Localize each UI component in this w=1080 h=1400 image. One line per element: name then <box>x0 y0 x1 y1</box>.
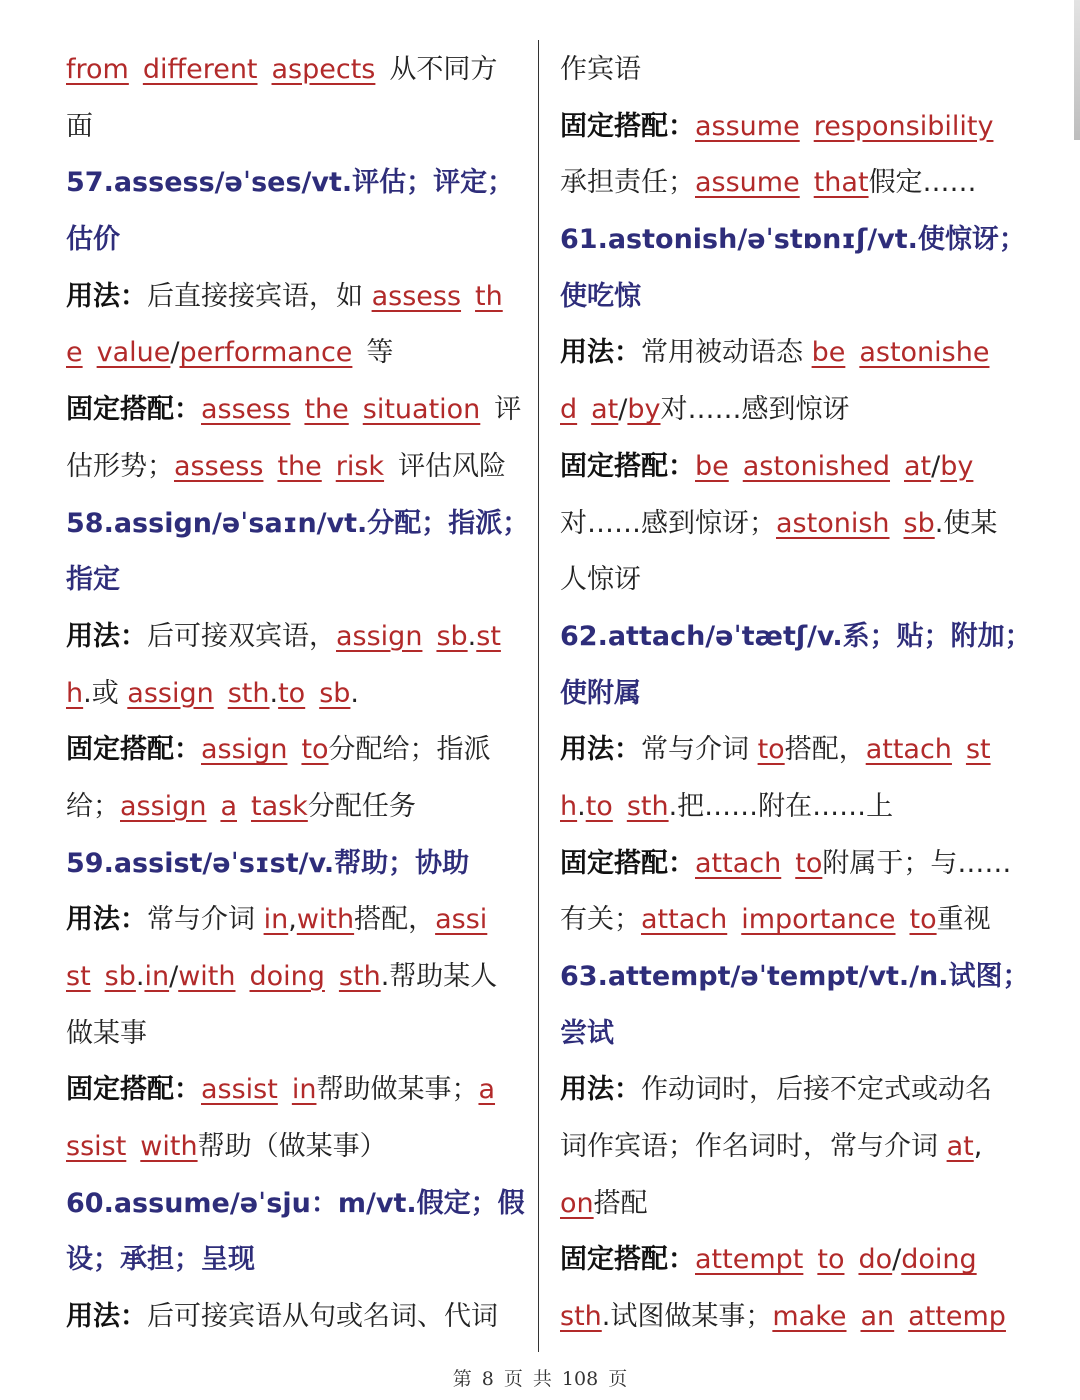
body-text: / <box>618 394 628 426</box>
underlined-term: attach <box>695 847 782 879</box>
section-label: 固定搭配： <box>560 1244 695 1276</box>
footer-page-unit: 页 <box>503 1368 523 1390</box>
underlined-term: the <box>277 450 322 482</box>
text-line <box>66 552 526 609</box>
underlined-term: st <box>476 620 501 652</box>
body-text: / <box>170 337 180 369</box>
text-line <box>66 1232 526 1289</box>
text-line <box>66 155 526 212</box>
body-text: .帮助某人 <box>380 961 498 992</box>
underlined-term: astonishe <box>859 337 990 369</box>
text-line <box>560 42 1020 99</box>
text-line <box>560 552 1020 609</box>
text-line <box>66 836 526 893</box>
underlined-term: doing <box>249 961 325 992</box>
body-text: 词作宾语；作名词时，常与介词 <box>560 1131 947 1163</box>
underlined-term: sth <box>338 961 381 992</box>
body-text: .试图做某事； <box>601 1301 773 1333</box>
underlined-term: risk <box>335 450 385 482</box>
body-text: 常与介词 <box>641 734 758 766</box>
body-text: 重视 <box>936 904 991 936</box>
text-line <box>560 99 1020 156</box>
text-line <box>560 269 1020 326</box>
body-text: 人惊讶 <box>560 564 641 596</box>
body-text: 后可接宾语从句或名词、代词 <box>147 1301 498 1333</box>
text-line <box>66 42 526 99</box>
underlined-term: assess <box>201 394 291 426</box>
text-line <box>560 892 1020 949</box>
entry-heading: 指定 <box>66 564 120 596</box>
body-text: 评估风险 <box>398 450 507 482</box>
text-line <box>66 1062 526 1119</box>
underlined-term: assi <box>435 904 488 936</box>
section-label: 用法： <box>66 1301 147 1333</box>
entry-heading: 使吃惊 <box>560 280 641 312</box>
text-line <box>66 779 526 836</box>
body-text: 附属于；与…… <box>822 847 1012 879</box>
body-text: 评 <box>494 394 522 426</box>
underlined-term: sb <box>319 677 351 709</box>
text-line <box>560 496 1020 553</box>
body-text: 从不同方 <box>389 54 498 85</box>
entry-heading: 61.astonish/əˈstɒnɪʃ/vt.使惊讶； <box>560 224 1026 256</box>
underlined-term: sth <box>626 790 669 822</box>
underlined-term: assist <box>201 1074 278 1106</box>
body-text: . <box>577 790 586 822</box>
text-line <box>66 949 526 1006</box>
text-line <box>66 666 526 723</box>
underlined-term: st <box>965 734 991 766</box>
body-text: 对……感到惊讶； <box>560 507 776 539</box>
text-line <box>560 1289 1020 1346</box>
body-text: 搭配， <box>354 904 436 936</box>
section-label: 用法： <box>560 337 641 369</box>
text-line <box>560 949 1030 1006</box>
underlined-term: to <box>757 734 785 766</box>
underlined-term: in <box>144 961 170 992</box>
underlined-term: to <box>301 734 329 766</box>
underlined-term: assume <box>695 167 800 199</box>
underlined-term: to <box>278 677 306 709</box>
underlined-term: sb <box>104 961 136 992</box>
underlined-term: with <box>140 1131 198 1163</box>
underlined-term: assess <box>174 450 264 482</box>
underlined-term: attemp <box>908 1301 1006 1333</box>
footer-prefix: 第 <box>452 1368 472 1390</box>
underlined-term: on <box>560 1187 594 1219</box>
text-line <box>66 212 526 269</box>
underlined-term: a <box>220 790 237 822</box>
right-column <box>560 42 1032 1346</box>
body-text: 做某事 <box>66 1017 147 1049</box>
underlined-term: by <box>940 450 974 482</box>
body-text: / <box>892 1244 902 1276</box>
body-text: 估形势； <box>66 450 174 482</box>
body-text: .把……附在……上 <box>668 790 894 822</box>
underlined-term: value <box>96 337 171 369</box>
body-text: 后直接接宾语，如 <box>147 280 372 312</box>
text-line <box>66 325 526 382</box>
body-text: 搭配， <box>784 734 866 766</box>
underlined-term: sth <box>227 677 270 709</box>
underlined-term: to <box>817 1244 845 1276</box>
section-label: 固定搭配： <box>66 394 201 426</box>
body-text: 面 <box>66 110 93 142</box>
body-text: 有关； <box>560 904 641 936</box>
body-text: 常与介词 <box>147 904 264 936</box>
body-text: .使某 <box>934 507 998 539</box>
text-line <box>66 722 526 779</box>
underlined-term: st <box>66 961 91 992</box>
text-line <box>66 382 526 439</box>
body-text: . <box>350 677 360 709</box>
body-text: 等 <box>366 337 394 369</box>
underlined-term: assign <box>201 734 288 766</box>
entry-heading: 设；承担；呈现 <box>66 1244 255 1276</box>
underlined-term: astonished <box>742 450 891 482</box>
text-line <box>560 666 1020 723</box>
underlined-term: sb <box>903 507 935 539</box>
underlined-term: astonish <box>776 507 890 539</box>
text-line <box>66 1119 526 1176</box>
text-line <box>560 212 1026 269</box>
body-text: 后可接双宾语， <box>147 620 336 652</box>
text-line <box>560 155 1020 212</box>
body-text: , <box>973 1131 983 1163</box>
underlined-term: assign <box>336 620 423 652</box>
body-text: 帮助（做某事） <box>197 1131 387 1163</box>
text-line <box>560 722 1020 779</box>
footer-total-unit: 页 <box>608 1368 628 1390</box>
underlined-term: different <box>142 54 258 85</box>
text-line <box>66 609 526 666</box>
underlined-term: h <box>66 677 84 709</box>
body-text: 分配给；指派 <box>328 734 491 766</box>
underlined-term: sb <box>436 620 468 652</box>
entry-heading: 估价 <box>66 224 120 256</box>
underlined-term: to <box>795 847 823 879</box>
text-line <box>560 1176 1020 1233</box>
body-text: . <box>467 620 477 652</box>
underlined-term: the <box>304 394 349 426</box>
text-line <box>560 1119 1020 1176</box>
column-divider <box>538 40 539 1352</box>
section-label: 固定搭配： <box>66 1074 201 1106</box>
underlined-term: ssist <box>66 1131 127 1163</box>
body-text: 作宾语 <box>560 54 641 85</box>
underlined-term: at <box>591 394 619 426</box>
section-label: 固定搭配： <box>560 847 695 879</box>
underlined-term: performance <box>179 337 353 369</box>
body-text: / <box>169 961 179 992</box>
text-line <box>560 609 1032 666</box>
underlined-term: be <box>695 450 729 482</box>
text-line <box>66 269 526 326</box>
underlined-term: do <box>858 1244 893 1276</box>
body-text: . <box>135 961 145 992</box>
section-label: 固定搭配： <box>560 110 695 142</box>
underlined-term: attach <box>865 734 952 766</box>
body-text: 给； <box>66 790 120 822</box>
underlined-term: in <box>291 1074 317 1106</box>
scrollbar-thumb[interactable] <box>1074 0 1080 140</box>
text-line <box>560 325 1020 382</box>
underlined-term: to <box>909 904 937 936</box>
underlined-term: make <box>772 1301 847 1333</box>
text-line <box>560 779 1020 836</box>
underlined-term: responsibility <box>813 110 994 142</box>
text-line <box>66 892 526 949</box>
body-text: 假定…… <box>868 167 977 199</box>
body-text: 帮助做某事； <box>316 1074 479 1106</box>
page-footer <box>0 1364 1080 1391</box>
underlined-term: with <box>178 961 236 992</box>
underlined-term: assess <box>371 280 462 312</box>
section-label: 固定搭配： <box>560 450 695 482</box>
page-number: 8 <box>481 1368 494 1390</box>
entry-heading: 60.assume/əˈsju：m/vt.假定；假 <box>66 1187 525 1219</box>
entry-heading: 57.assess/əˈses/vt.评估；评定； <box>66 167 515 199</box>
underlined-term: aspects <box>271 54 376 85</box>
entry-heading: 尝试 <box>560 1017 614 1049</box>
entry-heading: 62.attach/əˈtætʃ/v.系；贴；附加； <box>560 620 1032 652</box>
body-text: / <box>931 450 941 482</box>
footer-total-prefix: 共 <box>532 1368 552 1390</box>
underlined-term: at <box>946 1131 974 1163</box>
body-text: .或 <box>83 677 128 709</box>
underlined-term: with <box>296 904 355 936</box>
section-label: 用法： <box>560 734 641 766</box>
underlined-term: assume <box>695 110 800 142</box>
underlined-term: importance <box>741 904 896 936</box>
underlined-term: e <box>66 337 83 369</box>
text-line <box>560 1232 1020 1289</box>
underlined-term: by <box>627 394 661 426</box>
text-line <box>560 1062 1020 1119</box>
body-text: , <box>288 904 297 936</box>
underlined-term: in <box>263 904 289 936</box>
body-text: 搭配 <box>593 1187 648 1219</box>
text-line <box>66 439 526 496</box>
entry-heading: 58.assign/əˈsaɪn/vt.分配；指派； <box>66 507 530 539</box>
body-text: 对……感到惊讶 <box>660 394 850 426</box>
section-label: 用法： <box>66 280 147 312</box>
underlined-term: a <box>478 1074 496 1106</box>
underlined-term: to <box>585 790 613 822</box>
section-label: 用法： <box>560 1074 641 1106</box>
body-text: 作动词时，后接不定式或动名 <box>641 1074 992 1106</box>
entry-heading: 63.attempt/əˈtempt/vt./n.试图； <box>560 961 1030 992</box>
text-line <box>66 1289 526 1346</box>
underlined-term: h <box>560 790 578 822</box>
total-pages: 108 <box>561 1368 599 1390</box>
section-label: 固定搭配： <box>66 734 201 766</box>
underlined-term: th <box>475 280 503 312</box>
underlined-term: doing <box>901 1244 977 1276</box>
underlined-term: assign <box>127 677 214 709</box>
body-text: 承担责任； <box>560 167 695 199</box>
entry-heading: 使附属 <box>560 677 641 709</box>
underlined-term: be <box>811 337 846 369</box>
body-text: . <box>269 677 279 709</box>
underlined-term: that <box>813 167 869 199</box>
text-line <box>560 836 1020 893</box>
entry-heading: 59.assist/əˈsɪst/v.帮助；协助 <box>66 847 470 879</box>
underlined-term: d <box>560 394 578 426</box>
underlined-term: attach <box>641 904 728 936</box>
underlined-term: attempt <box>695 1244 804 1276</box>
underlined-term: task <box>250 790 308 822</box>
section-label: 用法： <box>66 904 147 936</box>
underlined-term: sth <box>560 1301 602 1333</box>
text-line <box>560 1006 1020 1063</box>
body-text: 分配任务 <box>307 790 416 822</box>
text-line <box>560 439 1020 496</box>
body-text: 常用被动语态 <box>641 337 812 369</box>
text-line <box>66 1006 526 1063</box>
underlined-term: at <box>904 450 932 482</box>
section-label: 用法： <box>66 620 147 652</box>
text-line <box>66 99 526 156</box>
underlined-term: situation <box>362 394 481 426</box>
text-line <box>66 496 530 553</box>
underlined-term: an <box>860 1301 895 1333</box>
text-line <box>66 1176 526 1233</box>
text-line <box>560 382 1020 439</box>
left-column <box>66 42 530 1346</box>
underlined-term: from <box>66 54 129 85</box>
underlined-term: assign <box>120 790 207 822</box>
